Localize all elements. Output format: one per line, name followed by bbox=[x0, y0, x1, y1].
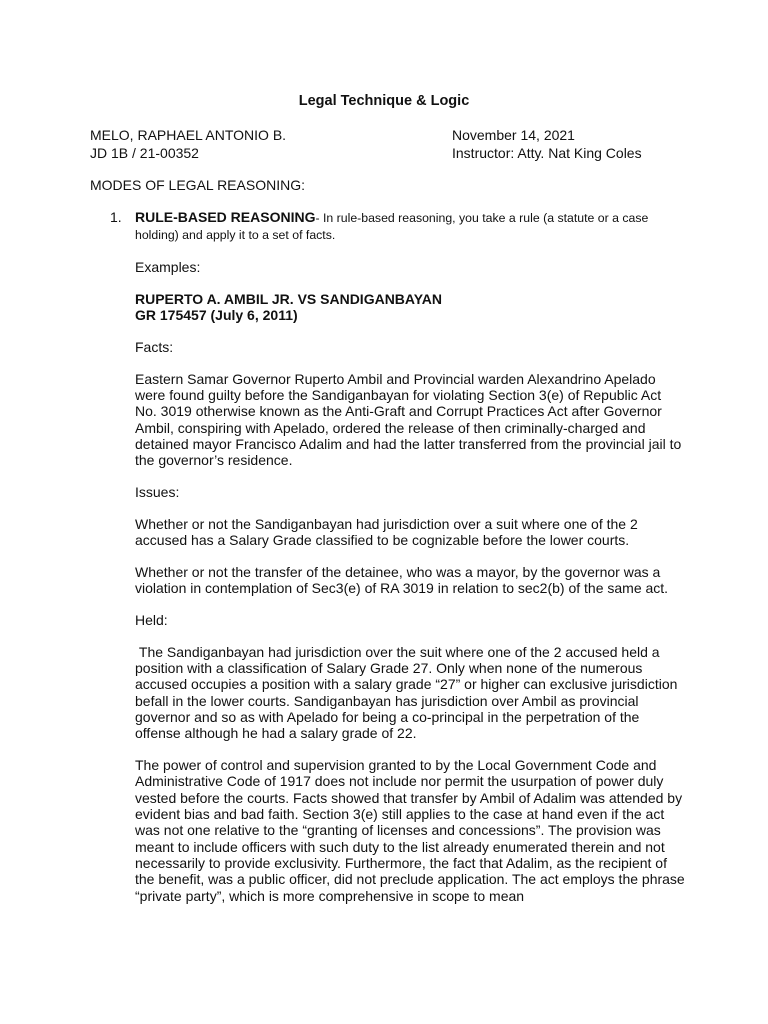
date-instructor-info bbox=[452, 126, 642, 162]
facts-text: Eastern Samar Governor Ruperto Ambil and Provincial warden Alexandrino Apelado were found guilty before the Sandiganbayan for violating Section 3(e) of Republic Act No. 3019 otherwise known as the Anti-Graft and Corrupt Practices Act after Governor Ambil, conspiring with Apelado, ordered the release of then criminally-charged and detained mayor Francisco Adalim and had the latter transferred from the provincial jail to the governor’s residence. bbox=[135, 370, 682, 469]
student-info bbox=[90, 126, 286, 162]
issue-2: Whether or not the transfer of the detainee, who was a mayor, by the governor was a violation in contemplation of Sec3(e) of RA 3019 in relation to sec2(b) of the same act. bbox=[135, 563, 669, 597]
rule-based-reasoning-paragraph bbox=[135, 209, 685, 244]
facts-label: Facts: bbox=[135, 338, 174, 355]
student-name: MELO, RAPHAEL ANTONIO B. bbox=[90, 127, 287, 143]
case-number: GR 175457 (July 6, 2011) bbox=[135, 307, 298, 324]
instructor-name: Instructor: Atty. Nat King Coles bbox=[452, 145, 642, 161]
case-heading bbox=[135, 291, 685, 324]
rule-heading: RULE-BASED REASONING bbox=[135, 209, 316, 225]
issue-1: Whether or not the Sandiganbayan had jurisdiction over a suit where one of the 2 accused has a Salary Grade classified to be cognizable before the lower courts. bbox=[135, 515, 638, 549]
issues-label: Issues: bbox=[135, 484, 180, 501]
case-title: RUPERTO A. AMBIL JR. VS SANDIGANBAYAN bbox=[135, 290, 443, 307]
held-paragraph-1: The Sandiganbayan had jurisdiction over the suit where one of the 2 accused held a position with a classification of Salary Grade 27. Only when none of the numerous accused occupies a position with a salary grade “27” or higher can exclusive jurisdiction befall in the lower courts. Sandiganbayan has jurisdiction over Ambil as provincial governor and so as with Apelado for being a co-principal in the perpetration of the offense although he had a salary grade of 22. bbox=[135, 643, 682, 742]
document-date: November 14, 2021 bbox=[452, 127, 575, 143]
held-paragraph-2: The power of control and supervision granted to by the Local Government Code and Administrative Code of 1917 does not include nor permit the usurpation of power duly vested before the courts. Facts showed that transfer by Ambil of Adalim was attended by evident bias and bad faith. Section 3(e) still applies to the case at hand even if the act was not one relative to the “granting of licenses and concessions”. The provision was meant to include officers with such duty to the list already enumerated therein and not necessarily to provide exclusivity. Furthermore, the fact that Adalim, as the recipient of the benefit, was a public officer, did not preclude application. The act employs the phrase “private party”, which is more comprehensive in scope to mean bbox=[135, 757, 685, 904]
rule-description: - In rule-based reasoning, you take a rule (a statute or a case holding) and apply it to a set of facts. bbox=[135, 211, 649, 243]
student-id: JD 1B / 21-00352 bbox=[90, 145, 199, 161]
document-title: Legal Technique & Logic bbox=[298, 93, 470, 109]
held-label: Held: bbox=[135, 612, 168, 629]
section-heading: MODES OF LEGAL REASONING: bbox=[90, 177, 305, 193]
list-item-content bbox=[135, 209, 685, 919]
examples-label: Examples: bbox=[135, 259, 201, 276]
list-number: 1. bbox=[110, 209, 122, 225]
